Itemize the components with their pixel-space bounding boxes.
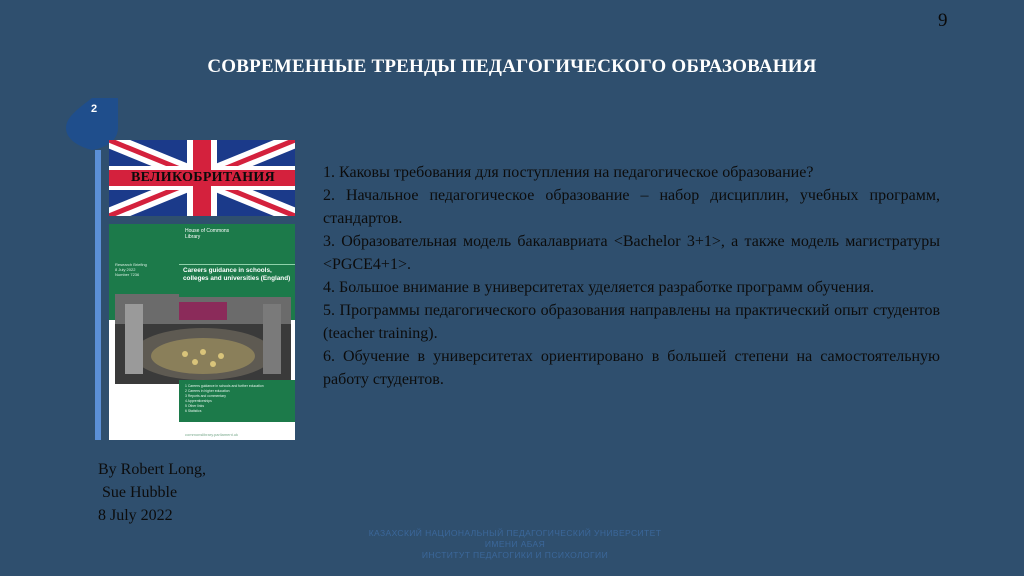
cover-photo — [115, 294, 291, 384]
point-item: 5. Программы педагогического образования направлены на практический опыт студентов (teacher training). — [323, 302, 940, 342]
cover-heading: Careers guidance in schools, colleges and universities (England) — [183, 267, 291, 282]
footer-line-1: КАЗАХСКИЙ НАЦИОНАЛЬНЫЙ ПЕДАГОГИЧЕСКИЙ УНИВЕРСИТЕТ — [368, 528, 662, 538]
author-line-2: Sue Hubble — [98, 484, 178, 501]
author-date: 8 July 2022 — [98, 507, 173, 524]
footer-line-3: ИНСТИТУТ ПЕДАГОГИКИ И ПСИХОЛОГИИ — [421, 550, 609, 560]
flag-label: ВЕЛИКОБРИТАНИЯ — [130, 170, 276, 185]
point-item: 2. Начальное педагогическое образование – набор дисциплин, учебных программ, стандартов. — [323, 187, 940, 227]
author-block — [98, 458, 206, 527]
point-item: 3. Образовательная модель бакалавриата <Bachelor 3+1>, а также модель магистратуры <PGCE4+1>. — [323, 233, 940, 273]
author-line-1: By Robert Long, — [98, 461, 206, 478]
cover-contents: 1 Careers guidance in schools and further education 2 Careers in higher education 3 Reports and commentary 4 Apprenticeships 5 Other links 6 Statistics — [185, 384, 264, 413]
footer-line-2: ИМЕНИ АБАЯ — [484, 539, 546, 549]
report-cover-image — [109, 224, 295, 440]
cover-publisher: House of Commons Library — [185, 228, 230, 240]
points-list — [323, 161, 940, 391]
footer — [280, 528, 750, 561]
badge-number: 2 — [91, 103, 98, 115]
cover-side-text: Research Briefing 8 July 2022 Number 7236 — [115, 262, 147, 277]
point-item: 1. Каковы требования для поступления на педагогическое образование? — [323, 164, 814, 181]
accent-line — [95, 150, 101, 440]
point-item: 4. Большое внимание в университетах уделяется разработке программ обучения. — [323, 279, 875, 296]
slide-title: СОВРЕМЕННЫЕ ТРЕНДЫ ПЕДАГОГИЧЕСКОГО ОБРАЗОВАНИЯ — [207, 56, 817, 77]
page-number: 9 — [938, 10, 948, 31]
point-item: 6. Обучение в университетах ориентировано в большей степени на самостоятельную работу студентов. — [323, 348, 940, 388]
cover-url: commonslibrary.parliament.uk — [185, 432, 239, 437]
